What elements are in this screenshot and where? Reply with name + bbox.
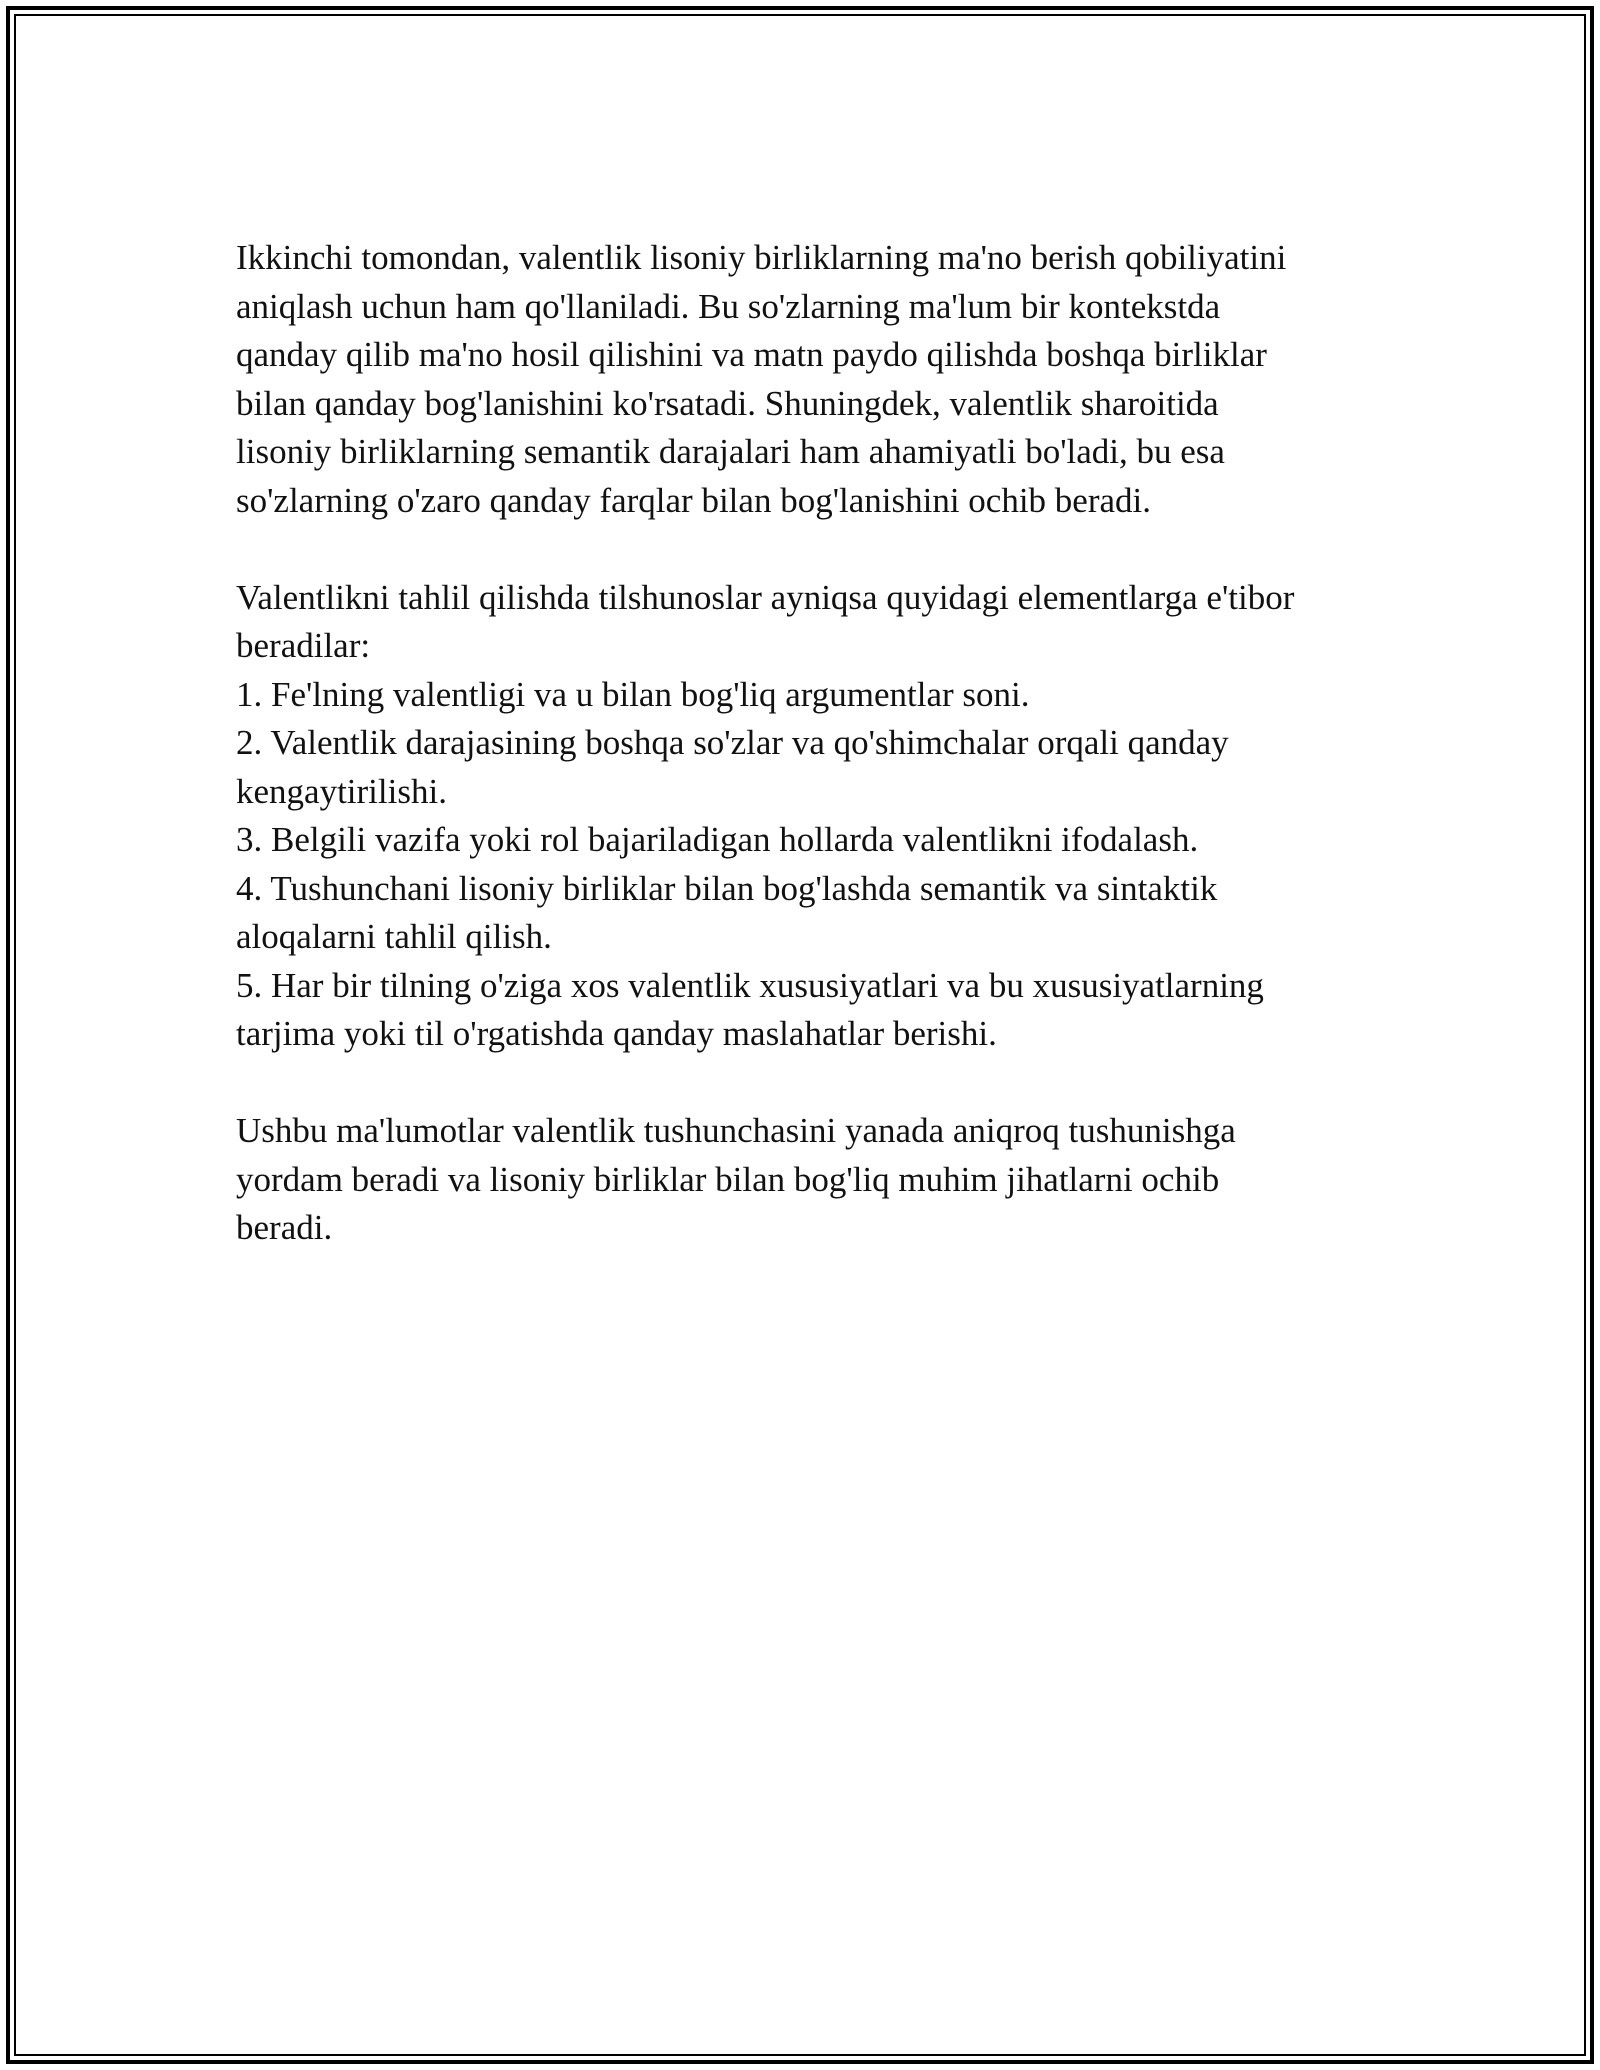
paragraph-spacer [236, 1059, 1376, 1108]
list-item-2-continued: kengaytirilishi. [236, 771, 447, 811]
text-line: yordam beradi va lisoniy birliklar bilan bog'liq muhim jihatlarni ochib [236, 1159, 1220, 1199]
text-line: beradilar: [236, 626, 371, 665]
paragraph-3 [236, 1107, 1376, 1253]
list-item-5-continued: tarjima yoki til o'rgatishda qanday maslahatlar berishi. [236, 1014, 997, 1053]
text-line: qanday qilib ma'no hosil qilishini va matn paydo qilishda boshqa birliklar [236, 335, 1267, 374]
list-item-4: 4. Tushunchani lisoniy birliklar bilan bog'lashda semantik va sintaktik [236, 868, 1218, 908]
text-line: beradi. [236, 1208, 333, 1247]
text-line: so'zlarning o'zaro qanday farqlar bilan bog'lanishini ochib beradi. [236, 480, 1152, 520]
text-line: Valentlikni tahlil qilishda tilshunoslar ayniqsa quyidagi elementlarga e'tibor [236, 577, 1295, 617]
document-body [236, 234, 1376, 1253]
list-item-2: 2. Valentlik darajasining boshqa so'zlar va qo'shimchalar orqali qanday [236, 723, 1229, 762]
paragraph-spacer [236, 525, 1376, 574]
paragraph-1 [236, 234, 1376, 525]
text-line: Ushbu ma'lumotlar valentlik tushunchasini yanada aniqroq tushunishga [236, 1111, 1236, 1150]
list-item-5: 5. Har bir tilning o'ziga xos valentlik xususiyatlari va bu xususiyatlarning [236, 965, 1264, 1005]
text-line: Ikkinchi tomondan, valentlik lisoniy birliklarning ma'no berish qobiliyatini [236, 238, 1287, 277]
text-line: lisoniy birliklarning semantik darajalari ham ahamiyatli bo'ladi, bu esa [236, 432, 1225, 471]
paragraph-2 [236, 574, 1376, 1059]
text-line: aniqlash uchun ham qo'llaniladi. Bu so'zlarning ma'lum bir kontekstda [236, 286, 1221, 326]
list-item-1: 1. Fe'lning valentligi va u bilan bog'liq argumentlar soni. [236, 674, 1030, 714]
list-item-3: 3. Belgili vazifa yoki rol bajariladigan hollarda valentlikni ifodalash. [236, 820, 1199, 859]
text-line: bilan qanday bog'lanishini ko'rsatadi. Shuningdek, valentlik sharoitida [236, 383, 1219, 423]
list-item-4-continued: aloqalarni tahlil qilish. [236, 917, 552, 956]
